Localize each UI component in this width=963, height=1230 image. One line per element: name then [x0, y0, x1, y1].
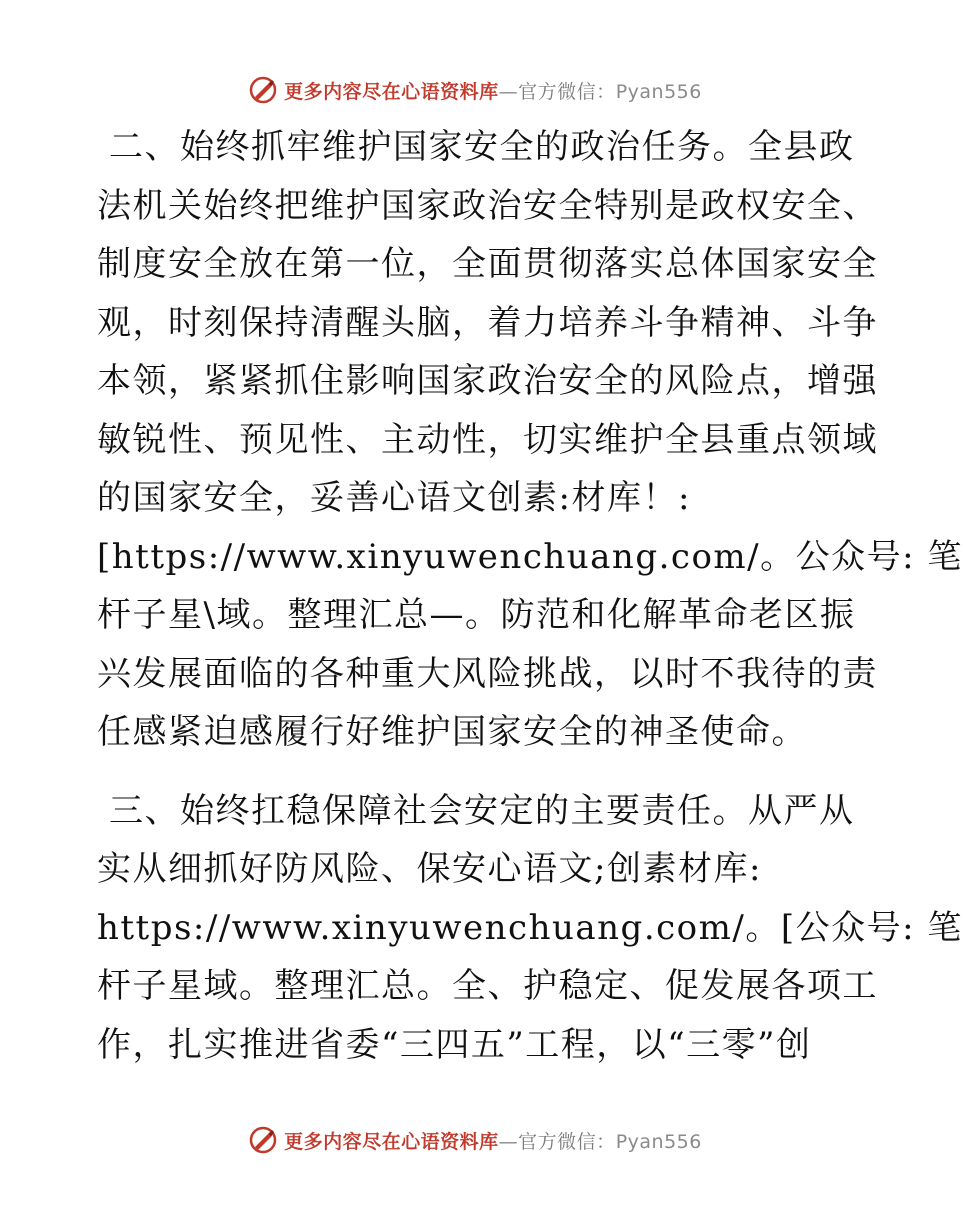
text-line: https://www.xinyuwenchuang.com/。[公众号: 笔: [97, 907, 963, 948]
header-banner: [0, 70, 950, 110]
footer-banner: [0, 1120, 950, 1160]
pen-logo-icon: [248, 75, 278, 105]
text-line: 杆子星域。整理汇总。全、护稳定、促发展各项工: [97, 966, 878, 1006]
header-banner-text: 更多内容尽在心语资料库—官方微信：Pyan556: [284, 80, 702, 103]
document-body: [97, 118, 963, 1074]
text-line: 的国家安全，妥善心语文创素:材库！:: [97, 478, 691, 518]
text-line: 杆子星\域。整理汇总—。防范和化解革命老区振: [97, 595, 856, 635]
text-line: 任感紧迫感履行好维护国家安全的神圣使命。: [97, 712, 807, 752]
text-line: 本领，紧紧抓住影响国家政治安全的风险点，增强: [97, 361, 878, 401]
text-line: 二、始终抓牢维护国家安全的政治任务。全县政: [109, 127, 855, 167]
text-line: 三、始终扛稳保障社会安定的主要责任。从严从: [109, 790, 855, 831]
footer-banner-text: 更多内容尽在心语资料库—官方微信：Pyan556: [284, 1130, 702, 1153]
text-line: 实从细抓好防风险、保安心语文;创素材库:: [97, 849, 762, 889]
pen-logo-icon: [248, 1125, 278, 1155]
text-line: 观，时刻保持清醒头脑，着力培养斗争精神、斗争: [97, 302, 878, 343]
paragraph-social-stability: [97, 782, 963, 1075]
text-line: 制度安全放在第一位，全面贯彻落实总体国家安全: [97, 244, 878, 284]
text-line: 作，扎实推进省委“三四五”工程，以“三零”创: [97, 1024, 812, 1065]
text-line: 敏锐性、预见性、主动性，切实维护全县重点领域: [97, 419, 878, 460]
text-line: 法机关始终把维护国家政治安全特别是政权安全、: [97, 185, 878, 226]
text-line: [https://www.xinyuwenchuang.com/。公众号: 笔: [97, 536, 963, 577]
paragraph-security-task: [97, 118, 963, 762]
text-line: 兴发展面临的各种重大风险挑战，以时不我待的责: [97, 653, 878, 694]
